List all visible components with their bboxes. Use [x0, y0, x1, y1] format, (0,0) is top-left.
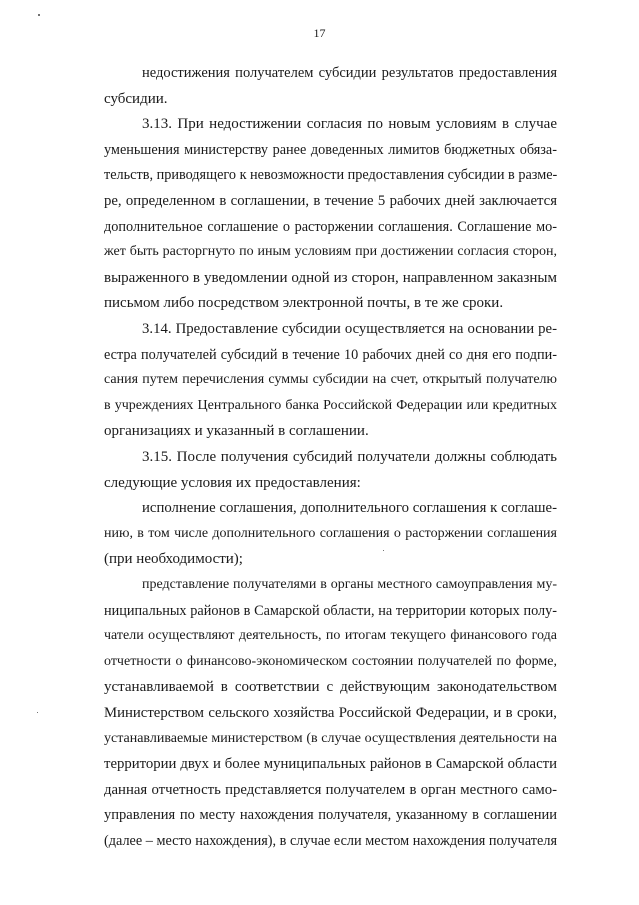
text-line: выраженного в уведомлении одной из сторон, направленном заказным	[104, 269, 557, 286]
text-line: нию, в том числе дополнительного соглашения о расторжении соглашения	[104, 525, 557, 541]
text-line: чатели осуществляют деятельность, по итогам текущего финансового года	[104, 628, 557, 644]
text-line: 3.15. После получения субсидий получатели должны соблюдать	[142, 449, 557, 465]
text-line: уменьшения министерству ранее доведенных лимитов бюджетных обяза-	[104, 141, 557, 158]
text-line: естра получателей субсидий в течение 10 рабочих дней со дня его подпи-	[104, 346, 557, 363]
text-line: жет быть расторгнуто по иным условиям при достижении согласия сторон,	[104, 244, 557, 260]
scan-speck	[38, 14, 40, 16]
text-line: Министерством сельского хозяйства Российской Федерации, и в сроки,	[104, 705, 557, 721]
text-line: сания путем перечисления суммы субсидии на счет, открытый получателю	[104, 372, 557, 388]
text-line: (при необходимости);	[104, 551, 243, 568]
scan-speck	[37, 712, 38, 713]
text-line: организациях и указанный в соглашении.	[104, 423, 369, 440]
text-line: устанавливаемые министерством (в случае осуществления деятельности на	[104, 730, 557, 746]
text-line: отчетности о финансово-экономическом состоянии получателей по форме,	[104, 653, 557, 669]
text-line: представление получателями в органы местного самоуправления му-	[142, 577, 557, 592]
text-line: (далее – место нахождения), в случае если местом нахождения получателя	[104, 833, 557, 849]
text-line: дополнительное соглашение о расторжении соглашения. Соглашение мо-	[104, 218, 557, 235]
text-line: в учреждениях Центрального банка Российской Федерации или кредитных	[104, 397, 557, 413]
text-line: тельств, приводящего к невозможности предоставления субсидии в разме-	[104, 167, 558, 184]
text-line: территории двух и более муниципальных районов в Самарской области	[104, 756, 557, 773]
text-line: 3.14. Предоставление субсидии осуществляется на основании ре-	[142, 321, 557, 337]
text-line: 3.13. При недостижении согласия по новым условиям в случае	[142, 116, 557, 133]
page-number: 17	[313, 26, 326, 40]
text-line: следующие условия их предоставления:	[104, 474, 361, 491]
text-line: ниципальных районов в Самарской области, на территории которых полу-	[104, 602, 557, 619]
text-line: ре, определенном в соглашении, в течение 5 рабочих дней заключается	[104, 193, 557, 209]
text-line: письмом либо посредством электронной почты, в те же сроки.	[104, 295, 504, 312]
text-line: субсидии.	[104, 90, 168, 107]
text-line: управления по месту нахождения получателя, указанному в соглашении	[104, 807, 557, 824]
text-line: данная отчетность представляется получателем в орган местного само-	[104, 781, 557, 798]
text-line: исполнение соглашения, дополнительного соглашения к соглаше-	[142, 500, 557, 517]
text-line: недостижения получателем субсидии результатов предоставления	[142, 65, 557, 81]
text-line: устанавливаемой в соответствии с действующим законодательством	[104, 679, 557, 696]
